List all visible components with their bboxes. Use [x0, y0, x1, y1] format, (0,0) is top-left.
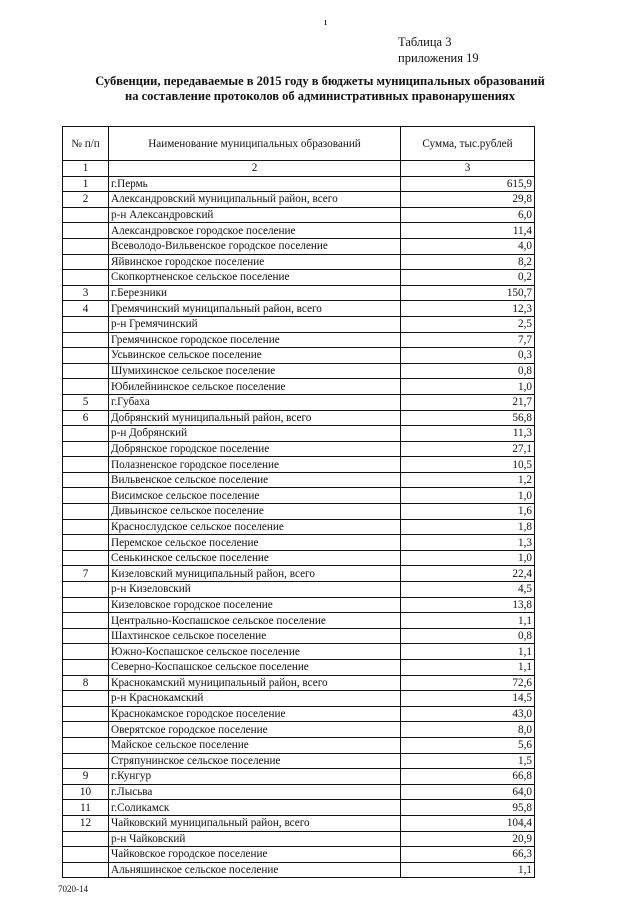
row-name-cell: Майское сельское поселение — [109, 737, 401, 753]
table-row — [63, 207, 535, 223]
row-sum-cell: 7,7 — [401, 332, 535, 348]
table-row — [63, 769, 535, 785]
table-row — [63, 363, 535, 379]
row-sum-cell: 615,9 — [401, 176, 535, 192]
table-row — [63, 223, 535, 239]
table-row — [63, 504, 535, 520]
row-number-cell: 9 — [63, 769, 109, 785]
table-row — [63, 831, 535, 847]
row-number-cell — [63, 862, 109, 878]
row-sum-cell: 0,3 — [401, 348, 535, 364]
row-name-cell: Дивьинское сельское поселение — [109, 504, 401, 520]
row-sum-cell: 10,5 — [401, 457, 535, 473]
row-number-cell — [63, 706, 109, 722]
table-row — [63, 628, 535, 644]
row-sum-cell: 11,4 — [401, 223, 535, 239]
row-number-cell — [63, 238, 109, 254]
row-number-cell — [63, 597, 109, 613]
colnum-3: 3 — [401, 161, 535, 177]
row-name-cell: г.Губаха — [109, 394, 401, 410]
row-name-cell: Полазненское городское поселение — [109, 457, 401, 473]
row-number-cell: 3 — [63, 285, 109, 301]
row-number-cell — [63, 332, 109, 348]
row-name-cell: г.Березники — [109, 285, 401, 301]
row-number-cell — [63, 550, 109, 566]
row-sum-cell: 1,5 — [401, 753, 535, 769]
table-row — [63, 706, 535, 722]
row-sum-cell: 1,1 — [401, 862, 535, 878]
row-name-cell: Южно-Коспашское сельское поселение — [109, 644, 401, 660]
row-name-cell: Краснокамское городское поселение — [109, 706, 401, 722]
row-sum-cell: 5,6 — [401, 737, 535, 753]
row-name-cell: Александровский муниципальный район, всего — [109, 192, 401, 208]
row-number-cell — [63, 753, 109, 769]
row-number-cell: 8 — [63, 675, 109, 691]
table-row — [63, 488, 535, 504]
row-sum-cell: 1,1 — [401, 660, 535, 676]
row-name-cell: Краснокамский муниципальный район, всего — [109, 675, 401, 691]
row-name-cell: Висимское сельское поселение — [109, 488, 401, 504]
row-sum-cell: 12,3 — [401, 301, 535, 317]
table-row — [63, 192, 535, 208]
table-row — [63, 394, 535, 410]
table-row — [63, 285, 535, 301]
row-number-cell — [63, 691, 109, 707]
row-number-cell: 10 — [63, 784, 109, 800]
table-row — [63, 332, 535, 348]
row-name-cell: Шумихинское сельское поселение — [109, 363, 401, 379]
table-row — [63, 613, 535, 629]
table-row — [63, 254, 535, 270]
row-number-cell — [63, 519, 109, 535]
document-title — [60, 74, 580, 104]
row-number-cell — [63, 660, 109, 676]
row-number-cell — [63, 363, 109, 379]
table-row — [63, 176, 535, 192]
row-number-cell — [63, 613, 109, 629]
row-number-cell — [63, 316, 109, 332]
row-name-cell: Шахтинское сельское поселение — [109, 628, 401, 644]
row-sum-cell: 22,4 — [401, 566, 535, 582]
row-sum-cell: 1,0 — [401, 488, 535, 504]
row-number-cell: 12 — [63, 815, 109, 831]
table-row — [63, 800, 535, 816]
row-name-cell: Сенькинское сельское поселение — [109, 550, 401, 566]
row-sum-cell: 0,8 — [401, 363, 535, 379]
table-row — [63, 410, 535, 426]
row-sum-cell: 1,0 — [401, 379, 535, 395]
row-name-cell: Усьвинское сельское поселение — [109, 348, 401, 364]
row-number-cell: 2 — [63, 192, 109, 208]
row-sum-cell: 0,2 — [401, 270, 535, 286]
table-row — [63, 519, 535, 535]
row-number-cell — [63, 644, 109, 660]
table-row — [63, 316, 535, 332]
table-row — [63, 379, 535, 395]
row-name-cell: Альняшинское сельское поселение — [109, 862, 401, 878]
table-row — [63, 597, 535, 613]
row-name-cell: Добрянский муниципальный район, всего — [109, 410, 401, 426]
row-name-cell: Александровское городское поселение — [109, 223, 401, 239]
table-row — [63, 691, 535, 707]
table-ref-line1: Таблица 3 — [398, 35, 452, 49]
row-name-cell: Добрянское городское поселение — [109, 441, 401, 457]
page-mark: ı — [324, 16, 328, 28]
table-row — [63, 737, 535, 753]
row-name-cell: р-н Кизеловский — [109, 582, 401, 598]
header-row — [63, 127, 535, 161]
footer-code: 7020-14 — [58, 884, 88, 894]
row-number-cell — [63, 504, 109, 520]
row-sum-cell: 4,5 — [401, 582, 535, 598]
row-sum-cell: 4,0 — [401, 238, 535, 254]
row-sum-cell: 64,0 — [401, 784, 535, 800]
row-name-cell: Оверятское городское поселение — [109, 722, 401, 738]
table-row — [63, 270, 535, 286]
row-number-cell — [63, 722, 109, 738]
row-number-cell: 4 — [63, 301, 109, 317]
table-body — [63, 176, 535, 878]
row-name-cell: Гремячинский муниципальный район, всего — [109, 301, 401, 317]
table-row — [63, 582, 535, 598]
table-row — [63, 566, 535, 582]
row-sum-cell: 1,6 — [401, 504, 535, 520]
row-sum-cell: 8,2 — [401, 254, 535, 270]
row-number-cell: 6 — [63, 410, 109, 426]
table-row — [63, 535, 535, 551]
row-name-cell: р-н Гремячинский — [109, 316, 401, 332]
row-name-cell: Краснослудское сельское поселение — [109, 519, 401, 535]
row-sum-cell: 11,3 — [401, 426, 535, 442]
row-name-cell: Юбилейнинское сельское поселение — [109, 379, 401, 395]
table-row — [63, 862, 535, 878]
row-sum-cell: 14,5 — [401, 691, 535, 707]
row-number-cell: 7 — [63, 566, 109, 582]
table-row — [63, 348, 535, 364]
row-name-cell: Кизеловское городское поселение — [109, 597, 401, 613]
row-sum-cell: 1,0 — [401, 550, 535, 566]
row-number-cell — [63, 223, 109, 239]
row-sum-cell: 21,7 — [401, 394, 535, 410]
row-name-cell: Чайковский муниципальный район, всего — [109, 815, 401, 831]
table-row — [63, 847, 535, 863]
row-sum-cell: 150,7 — [401, 285, 535, 301]
table-row — [63, 753, 535, 769]
row-sum-cell: 56,8 — [401, 410, 535, 426]
row-sum-cell: 8,0 — [401, 722, 535, 738]
row-number-cell — [63, 737, 109, 753]
table-row — [63, 472, 535, 488]
table-row — [63, 238, 535, 254]
row-sum-cell: 0,8 — [401, 628, 535, 644]
row-name-cell: р-н Добрянский — [109, 426, 401, 442]
header-name: Наименование муниципальных образований — [109, 127, 401, 161]
row-sum-cell: 104,4 — [401, 815, 535, 831]
row-name-cell: Гремячинское городское поселение — [109, 332, 401, 348]
row-sum-cell: 1,1 — [401, 613, 535, 629]
row-name-cell: Северно-Коспашское сельское поселение — [109, 660, 401, 676]
header-num: № п/п — [63, 127, 109, 161]
table-row — [63, 441, 535, 457]
row-number-cell — [63, 348, 109, 364]
table-row — [63, 550, 535, 566]
subsidy-table — [62, 126, 535, 878]
row-name-cell: Всеволодо-Вильвенское городское поселение — [109, 238, 401, 254]
row-number-cell — [63, 535, 109, 551]
row-number-cell — [63, 628, 109, 644]
row-number-cell — [63, 254, 109, 270]
row-sum-cell: 72,6 — [401, 675, 535, 691]
row-name-cell: Яйвинское городское поселение — [109, 254, 401, 270]
row-sum-cell: 1,1 — [401, 644, 535, 660]
row-sum-cell: 66,8 — [401, 769, 535, 785]
table-row — [63, 426, 535, 442]
row-name-cell: г.Пермь — [109, 176, 401, 192]
row-number-cell: 5 — [63, 394, 109, 410]
colnum-2: 2 — [109, 161, 401, 177]
title-line2: на составление протоколов об административных правонарушениях — [125, 89, 515, 103]
table-row — [63, 457, 535, 473]
row-name-cell: р-н Александровский — [109, 207, 401, 223]
row-name-cell: Стряпунинское сельское поселение — [109, 753, 401, 769]
row-name-cell: г.Лысьва — [109, 784, 401, 800]
row-sum-cell: 1,3 — [401, 535, 535, 551]
title-line1: Субвенции, передаваемые в 2015 году в бюджеты муниципальных образований — [95, 74, 545, 88]
row-number-cell — [63, 379, 109, 395]
table-row — [63, 784, 535, 800]
row-name-cell: р-н Краснокамский — [109, 691, 401, 707]
row-sum-cell: 29,8 — [401, 192, 535, 208]
table-row — [63, 675, 535, 691]
row-name-cell: р-н Чайковский — [109, 831, 401, 847]
row-name-cell: Кизеловский муниципальный район, всего — [109, 566, 401, 582]
table-ref-line2: приложения 19 — [398, 51, 479, 65]
row-name-cell: Перемское сельское поселение — [109, 535, 401, 551]
row-sum-cell: 1,2 — [401, 472, 535, 488]
row-sum-cell: 66,3 — [401, 847, 535, 863]
table-row — [63, 815, 535, 831]
row-name-cell: г.Соликамск — [109, 800, 401, 816]
row-sum-cell: 1,8 — [401, 519, 535, 535]
table-reference — [398, 34, 479, 66]
row-sum-cell: 27,1 — [401, 441, 535, 457]
row-number-cell: 11 — [63, 800, 109, 816]
column-number-row — [63, 161, 535, 177]
row-number-cell — [63, 831, 109, 847]
row-name-cell: Скопкортненское сельское поселение — [109, 270, 401, 286]
row-number-cell — [63, 441, 109, 457]
row-number-cell — [63, 488, 109, 504]
row-number-cell — [63, 457, 109, 473]
colnum-1: 1 — [63, 161, 109, 177]
table-row — [63, 660, 535, 676]
row-name-cell: Чайковское городское поселение — [109, 847, 401, 863]
row-name-cell: г.Кунгур — [109, 769, 401, 785]
row-number-cell — [63, 847, 109, 863]
row-number-cell: 1 — [63, 176, 109, 192]
table-row — [63, 301, 535, 317]
row-sum-cell: 20,9 — [401, 831, 535, 847]
row-sum-cell: 6,0 — [401, 207, 535, 223]
row-name-cell: Центрально-Коспашское сельское поселение — [109, 613, 401, 629]
row-sum-cell: 43,0 — [401, 706, 535, 722]
table-row — [63, 722, 535, 738]
row-number-cell — [63, 472, 109, 488]
row-name-cell: Вильвенское сельское поселение — [109, 472, 401, 488]
row-number-cell — [63, 426, 109, 442]
row-sum-cell: 95,8 — [401, 800, 535, 816]
table-row — [63, 644, 535, 660]
row-number-cell — [63, 207, 109, 223]
row-sum-cell: 2,5 — [401, 316, 535, 332]
row-sum-cell: 13,8 — [401, 597, 535, 613]
header-sum: Сумма, тыс.рублей — [401, 127, 535, 161]
row-number-cell — [63, 582, 109, 598]
row-number-cell — [63, 270, 109, 286]
